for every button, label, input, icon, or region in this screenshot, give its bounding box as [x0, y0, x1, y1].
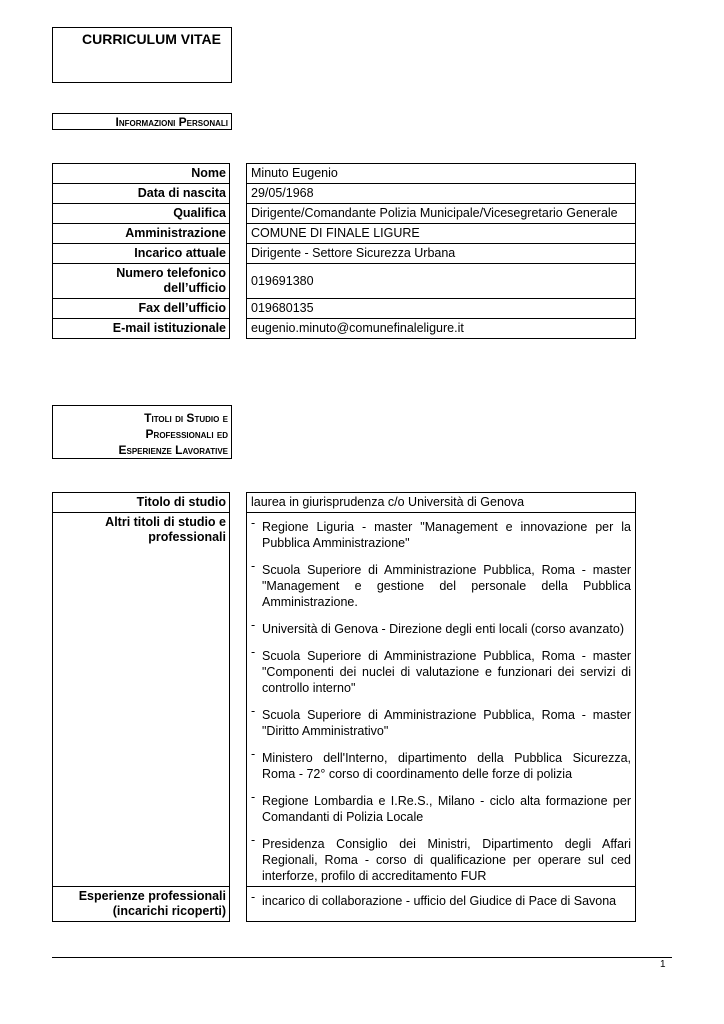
table-row	[52, 224, 636, 244]
list-item: - Scuola Superiore di Amministrazione Pubblica, Roma - master "Componenti dei nuclei di valutazione e funzionari dei servizi di controllo interno"	[251, 648, 631, 696]
table-row	[52, 264, 636, 299]
field-label: Qualifica	[52, 204, 230, 224]
section-heading-studies	[52, 405, 232, 459]
table-row	[52, 319, 636, 339]
esperienze-value	[246, 887, 636, 922]
section-heading-studies-line: Esperienze Lavorative	[118, 443, 228, 457]
personal-info-table	[52, 163, 636, 339]
field-value: Dirigente/Comandante Polizia Municipale/Vicesegretario Generale	[246, 204, 636, 224]
section-heading-studies-line: Professionali ed	[145, 427, 228, 441]
cv-title: CURRICULUM VITAE	[52, 27, 232, 83]
table-row	[52, 163, 636, 184]
altri-label: Altri titoli di studio e professionali	[52, 513, 230, 887]
field-value: Dirigente - Settore Sicurezza Urbana	[246, 244, 636, 264]
table-row	[52, 204, 636, 224]
field-value: 29/05/1968	[246, 184, 636, 204]
list-item: - Scuola Superiore di Amministrazione Pubblica, Roma - master "Management e gestione del personale della Pubblica Amministrazione.	[251, 562, 631, 610]
table-row	[52, 513, 636, 887]
titolo-label: Titolo di studio	[52, 492, 230, 513]
titolo-value: laurea in giurisprudenza c/o Università di Genova	[246, 492, 636, 513]
field-label: Nome	[52, 163, 230, 184]
field-value: COMUNE DI FINALE LIGURE	[246, 224, 636, 244]
table-row	[52, 299, 636, 319]
list-item: - Ministero dell'Interno, dipartimento della Pubblica Sicurezza, Roma - 72° corso di coordinamento delle forze di polizia	[251, 750, 631, 782]
field-value: 019691380	[246, 264, 636, 299]
list-item: - Regione Lombardia e I.Re.S., Milano - ciclo alta formazione per Comandanti di Polizia Locale	[251, 793, 631, 825]
studies-table	[52, 492, 636, 922]
esperienze-list	[251, 893, 631, 909]
footer-divider	[52, 957, 672, 958]
field-value: eugenio.minuto@comunefinaleligure.it	[246, 319, 636, 339]
table-row	[52, 184, 636, 204]
list-item: - Regione Liguria - master "Management e innovazione per la Pubblica Amministrazione"	[251, 519, 631, 551]
table-row	[52, 492, 636, 513]
esperienze-label: Esperienze professionali (incarichi ricoperti)	[52, 887, 230, 922]
altri-value	[246, 513, 636, 887]
field-value: Minuto Eugenio	[246, 163, 636, 184]
list-item: - Presidenza Consiglio dei Ministri, Dipartimento degli Affari Regionali, Roma - corso di qualificazione per operare sul ced interforze, profilo di accreditamento FUR	[251, 836, 631, 884]
field-value: 019680135	[246, 299, 636, 319]
field-label: Fax dell’ufficio	[52, 299, 230, 319]
list-item: - Scuola Superiore di Amministrazione Pubblica, Roma - master "Diritto Amministrativo"	[251, 707, 631, 739]
section-heading-personal	[52, 113, 232, 130]
field-label: Numero telefonico dell’ufficio	[52, 264, 230, 299]
section-heading-studies-line: Titoli di Studio e	[144, 411, 228, 425]
altri-list	[251, 519, 631, 884]
field-label: Incarico attuale	[52, 244, 230, 264]
field-label: Data di nascita	[52, 184, 230, 204]
table-row	[52, 244, 636, 264]
field-label: E-mail istituzionale	[52, 319, 230, 339]
table-row	[52, 887, 636, 922]
field-label: Amministrazione	[52, 224, 230, 244]
page-number: 1	[660, 959, 666, 970]
list-item: - incarico di collaborazione - ufficio del Giudice di Pace di Savona	[251, 893, 631, 909]
section-heading-personal-text: Informazioni Personali	[115, 115, 228, 129]
list-item: - Università di Genova - Direzione degli enti locali (corso avanzato)	[251, 621, 631, 637]
